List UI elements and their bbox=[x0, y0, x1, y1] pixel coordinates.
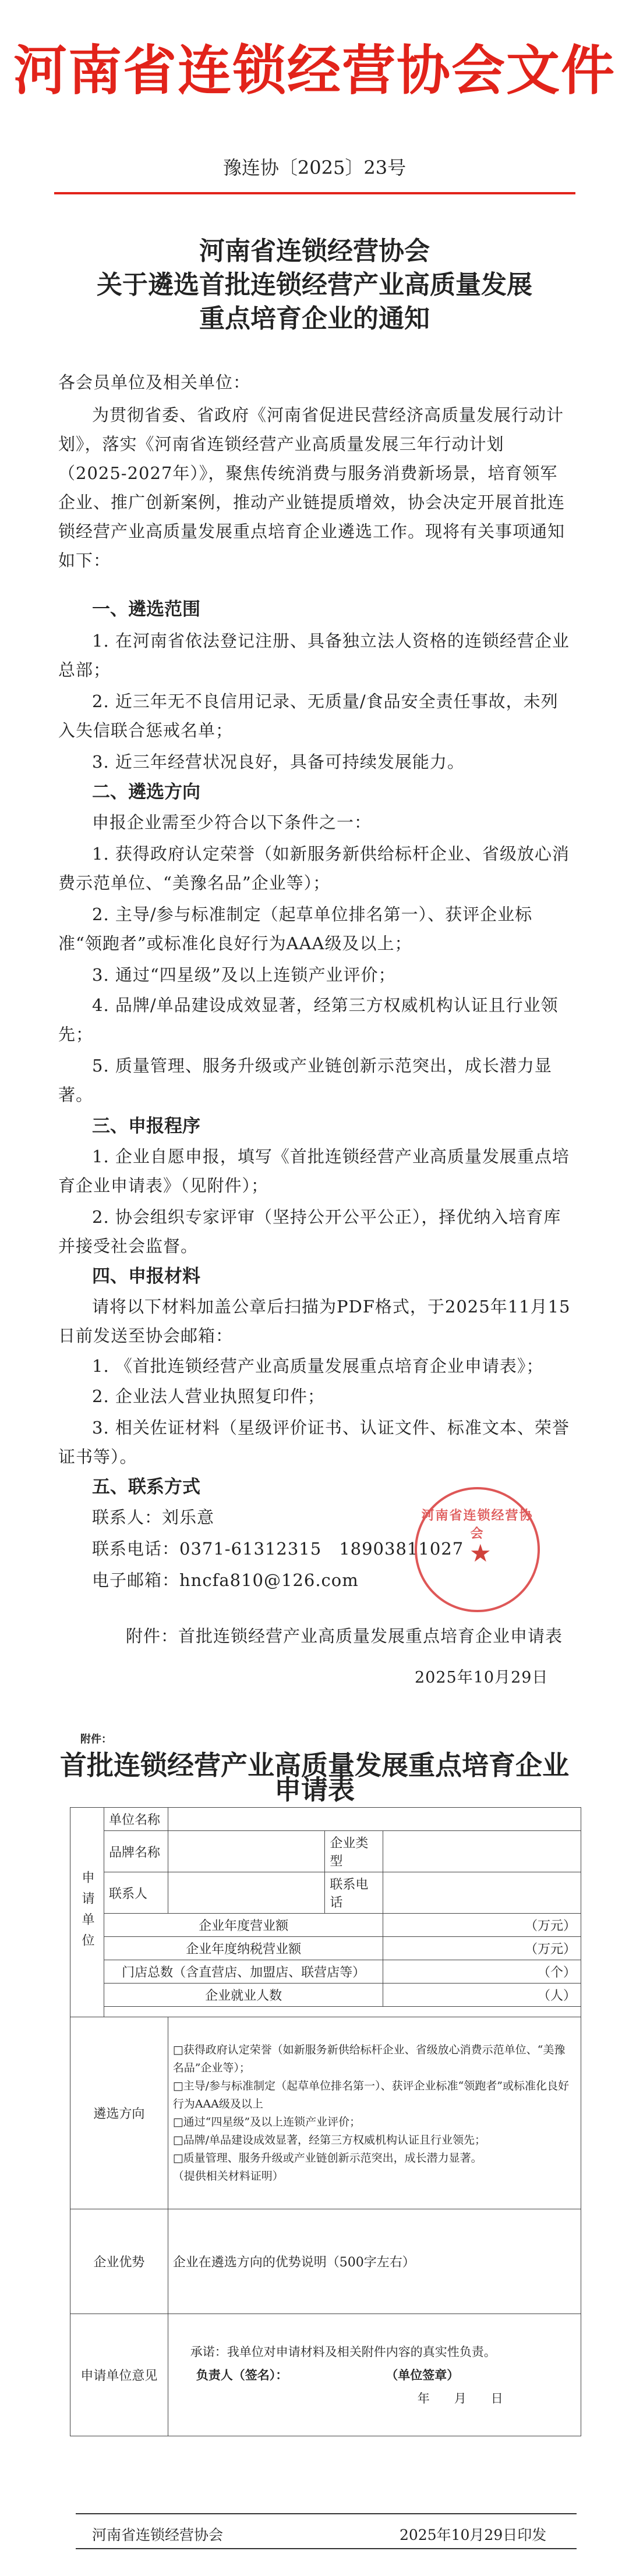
title-line-1: 河南省连锁经营协会 bbox=[199, 236, 430, 266]
doc-number: 豫连协〔2025〕23号 bbox=[222, 157, 407, 179]
stores-field[interactable] bbox=[383, 1960, 506, 1984]
attachment-title-line-2: 申请表 bbox=[274, 1774, 355, 1805]
staff-field[interactable] bbox=[383, 1984, 506, 2007]
brand-label: 品牌名称 bbox=[104, 1831, 168, 1872]
unit-name-label: 单位名称 bbox=[104, 1808, 168, 1831]
contact-phone: 联系电话：0371-61312315 18903811027 bbox=[92, 1539, 464, 1559]
procedure-item-1: 1. 企业自愿申报，填写《首批连锁经营产业高质量发展重点培育企业申请表》（见附件）； bbox=[58, 1147, 570, 1195]
materials-item-1: 1. 《首批连锁经营产业高质量发展重点培育企业申请表》； bbox=[92, 1356, 544, 1376]
direction-item-2: 2. 主导/参与标准制定（起草单位排名第一）、获评企业标准“领跑者”或标准化良好行为AAA级及以上； bbox=[58, 904, 533, 953]
materials-item-3: 3. 相关佐证材料（星级评价证书、认证文件、标准文本、荣誉证书等）。 bbox=[58, 1418, 570, 1467]
red-divider bbox=[54, 192, 575, 194]
section-heading-scope: 一、遴选范围 bbox=[92, 599, 200, 620]
opinion-label: 申请单位意见 bbox=[70, 2314, 168, 2436]
revenue-label: 企业年度营业额 bbox=[104, 1914, 383, 1937]
company-type-field[interactable] bbox=[383, 1831, 581, 1872]
staff-unit: （人） bbox=[506, 1984, 581, 2007]
direction-lead: 申报企业需至少符合以下条件之一： bbox=[92, 812, 372, 832]
direction-item-1: 1. 获得政府认定荣誉（如新服务新供给标杆企业、省级放心消费示范单位、“美豫名品”企业等）； bbox=[58, 844, 570, 893]
footer-rule-bottom bbox=[76, 2548, 577, 2549]
revenue-field[interactable] bbox=[383, 1914, 506, 1937]
tax-field[interactable] bbox=[383, 1937, 506, 1960]
application-form bbox=[70, 1807, 581, 2436]
materials-item-2: 2. 企业法人营业执照复印件； bbox=[92, 1386, 325, 1406]
footer-org: 河南省连锁经营协会 bbox=[92, 2527, 224, 2543]
direction-label: 遴选方向 bbox=[70, 2017, 168, 2209]
revenue-unit: （万元） bbox=[506, 1914, 581, 1937]
official-seal bbox=[415, 1487, 540, 1612]
brand-field[interactable] bbox=[168, 1831, 325, 1872]
direction-item-4: 4. 品牌/单品建设成效显著，经第三方权威机构认证且行业领先； bbox=[58, 995, 559, 1044]
direction-option-2[interactable]: □主导/参与标准制定（起草单位排名第一）、获评企业标准“领跑者”或标准化良好行为AAA级及以上 bbox=[172, 2079, 569, 2110]
tax-label: 企业年度纳税营业额 bbox=[104, 1937, 383, 1960]
section-heading-contact: 五、联系方式 bbox=[92, 1477, 200, 1498]
masthead: 河南省连锁经营协会文件 bbox=[13, 40, 616, 102]
contact-field[interactable] bbox=[168, 1872, 325, 1914]
section-heading-materials: 四、申报材料 bbox=[92, 1266, 200, 1287]
footer-issue-date: 2025年10月29日印发 bbox=[400, 2527, 547, 2543]
attachment-label: 附件： bbox=[80, 1733, 112, 1745]
opinion-commitment: 承诺：我单位对申请材料及相关附件内容的真实性负责。 bbox=[190, 2344, 496, 2359]
seal-text: 河南省连锁经营协会 bbox=[421, 1508, 533, 1541]
salutation: 各会员单位及相关单位： bbox=[58, 372, 251, 392]
contact-label: 联系人 bbox=[104, 1872, 168, 1914]
tax-unit: （万元） bbox=[506, 1937, 581, 1960]
advantage-text[interactable]: 企业在遴选方向的优势说明（500字左右） bbox=[168, 2209, 581, 2314]
stores-label: 门店总数（含直营店、加盟店、联营店等） bbox=[104, 1960, 383, 1984]
blank-row bbox=[104, 2007, 581, 2017]
section-heading-procedure: 三、申报程序 bbox=[92, 1116, 200, 1137]
scope-item-3: 3. 近三年经营状况良好，具备可持续发展能力。 bbox=[92, 752, 465, 772]
direction-options bbox=[168, 2017, 581, 2209]
opinion-date: 年 月 日 bbox=[417, 2391, 503, 2405]
phone-field[interactable] bbox=[383, 1872, 581, 1914]
intro-paragraph: 为贯彻省委、省政府《河南省促进民营经济高质量发展行动计划》，落实《河南省连锁经营产业高质量发展三年行动计划（2025-2027年）》，聚焦传统消费与服务消费新场景，培育领军企业、推广创新案例，推动产业链提质增效，协会决定开展首批连锁经营产业高质量发展重点培育企业遴选工作。现将有关事项通知如下： bbox=[58, 405, 566, 570]
materials-lead: 请将以下材料加盖公章后扫描为PDF格式，于2025年11月15日前发送至协会邮箱： bbox=[58, 1297, 571, 1346]
procedure-item-2: 2. 协会组织专家评审（坚持公开公平公正），择优纳入培育库并接受社会监督。 bbox=[58, 1207, 561, 1256]
direction-option-5[interactable]: □质量管理、服务升级或产业链创新示范突出，成长潜力显著。 bbox=[172, 2151, 482, 2165]
direction-option-1[interactable]: □获得政府认定荣誉（如新服务新供给标杆企业、省级放心消费示范单位、“美豫名品”企业等）； bbox=[172, 2043, 566, 2074]
contact-person: 联系人：刘乐意 bbox=[92, 1507, 215, 1527]
title-line-2: 关于遴选首批连锁经营产业高质量发展 bbox=[97, 270, 532, 300]
scope-item-2: 2. 近三年无不良信用记录、无质量/食品安全责任事故，未列入失信联合惩戒名单； bbox=[58, 691, 559, 740]
direction-option-3[interactable]: □通过“四星级”及以上连锁产业评价； bbox=[172, 2115, 361, 2128]
phone-label: 联系电话 bbox=[325, 1872, 383, 1914]
signature-date: 2025年10月29日 bbox=[415, 1669, 549, 1687]
footer-rule-top bbox=[76, 2513, 577, 2514]
attachment-note: 附件：首批连锁经营产业高质量发展重点培育企业申请表 bbox=[126, 1626, 563, 1646]
direction-item-3: 3. 通过“四星级”及以上连锁产业评价； bbox=[92, 965, 396, 985]
opinion-signature: 负责人（签名）： （单位签章） bbox=[196, 2367, 460, 2382]
scope-item-1: 1. 在河南省依法登记注册、具备独立法人资格的连锁经营企业总部； bbox=[58, 631, 570, 680]
direction-proof-note: （提供相关材料证明） bbox=[172, 2169, 284, 2183]
direction-option-4[interactable]: □品牌/单品建设成效显著，经第三方权威机构认证且行业领先； bbox=[172, 2133, 486, 2146]
staff-label: 企业就业人数 bbox=[104, 1984, 383, 2007]
direction-item-5: 5. 质量管理、服务升级或产业链创新示范突出，成长潜力显著。 bbox=[58, 1056, 552, 1105]
unit-name-field[interactable] bbox=[168, 1808, 581, 1831]
applicant-side-label: 申请单位 bbox=[70, 1808, 104, 2017]
attachment-title-line-1: 首批连锁经营产业高质量发展重点培育企业 bbox=[60, 1750, 569, 1781]
advantage-label: 企业优势 bbox=[70, 2209, 168, 2314]
contact-email: 电子邮箱：hncfa810@126.com bbox=[92, 1570, 359, 1590]
stores-unit: （个） bbox=[506, 1960, 581, 1984]
title-line-3: 重点培育企业的通知 bbox=[199, 304, 430, 333]
section-heading-direction: 二、遴选方向 bbox=[92, 782, 200, 803]
company-type-label: 企业类型 bbox=[325, 1831, 383, 1872]
star-icon: ★ bbox=[469, 1539, 492, 1567]
opinion-cell[interactable] bbox=[168, 2314, 581, 2436]
